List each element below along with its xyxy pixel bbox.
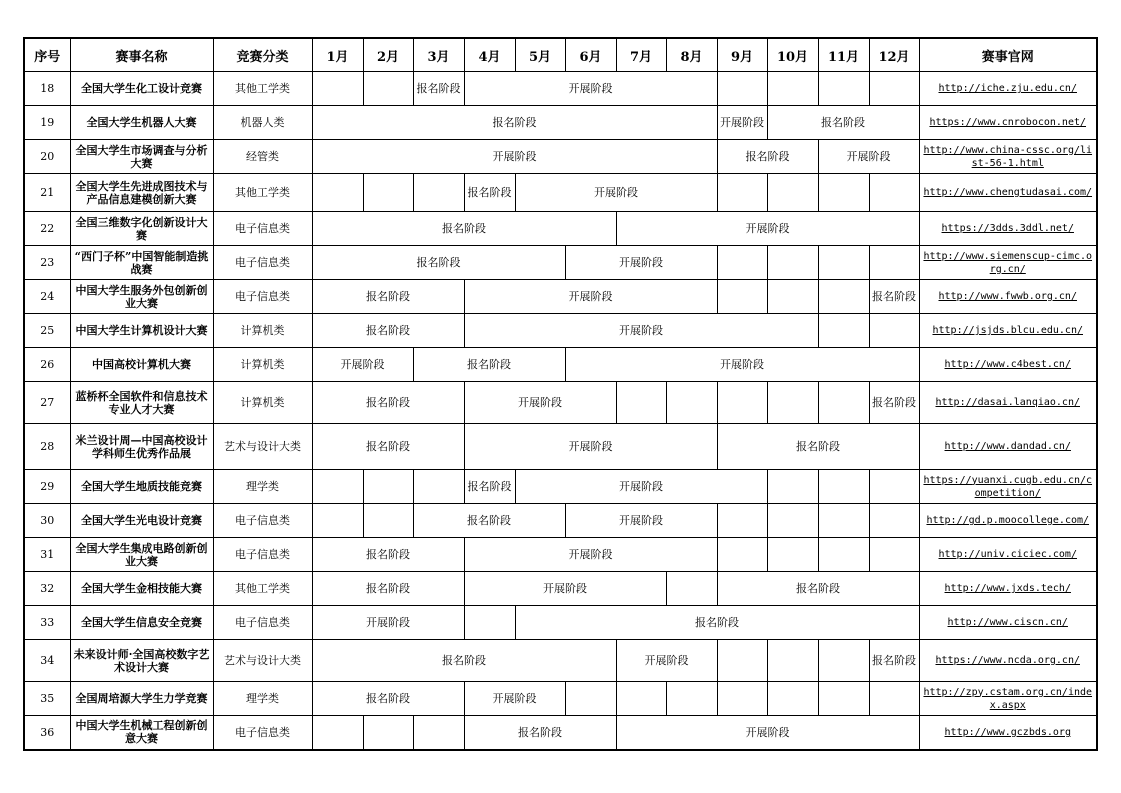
official-website-cell [919, 348, 1097, 382]
schedule-phase-cell: 报名阶段 [413, 72, 464, 106]
official-website-link[interactable]: http://www.siemenscup-cimc.org.cn/ [923, 250, 1093, 275]
schedule-phase-cell: 开展阶段 [312, 606, 464, 640]
official-website-cell [919, 174, 1097, 212]
empty-month-cell [818, 640, 869, 682]
competition-name: 全国大学生市场调查与分析大赛 [70, 140, 213, 174]
row-number: 18 [24, 72, 70, 106]
table-row [24, 246, 1097, 280]
competition-name: 蓝桥杯全国软件和信息技术专业人才大赛 [70, 382, 213, 424]
official-website-cell [919, 538, 1097, 572]
schedule-phase-cell: 报名阶段 [717, 424, 919, 470]
row-number: 36 [24, 716, 70, 750]
official-website-cell [919, 504, 1097, 538]
official-website-link[interactable]: https://3dds.3ddl.net/ [941, 223, 1074, 234]
empty-month-cell [717, 382, 767, 424]
row-number: 34 [24, 640, 70, 682]
empty-month-cell [413, 470, 464, 504]
column-header: 序号 [24, 38, 70, 72]
schedule-phase-cell: 开展阶段 [818, 140, 919, 174]
column-header: 9月 [717, 38, 767, 72]
schedule-phase-cell: 开展阶段 [515, 470, 767, 504]
row-number: 23 [24, 246, 70, 280]
schedule-phase-cell: 报名阶段 [717, 572, 919, 606]
schedule-phase-cell: 报名阶段 [464, 470, 515, 504]
schedule-phase-cell: 报名阶段 [413, 348, 565, 382]
empty-month-cell [363, 504, 413, 538]
official-website-link[interactable]: http://iche.zju.edu.cn/ [938, 83, 1077, 94]
official-website-link[interactable]: http://www.jxds.tech/ [944, 583, 1071, 594]
empty-month-cell [363, 72, 413, 106]
schedule-phase-cell: 报名阶段 [312, 682, 464, 716]
table-row [24, 212, 1097, 246]
empty-month-cell [717, 72, 767, 106]
empty-month-cell [717, 174, 767, 212]
competition-category: 电子信息类 [213, 606, 312, 640]
table-row [24, 280, 1097, 314]
competition-name: 全国三维数字化创新设计大赛 [70, 212, 213, 246]
schedule-phase-cell: 开展阶段 [616, 640, 717, 682]
official-website-link[interactable]: http://www.gczbds.org [944, 726, 1071, 738]
competition-name: 全国大学生金相技能大赛 [70, 572, 213, 606]
schedule-phase-cell: 报名阶段 [515, 606, 919, 640]
competition-name: 米兰设计周—中国高校设计学科师生优秀作品展 [70, 424, 213, 470]
empty-month-cell [818, 682, 869, 716]
official-website-cell [919, 106, 1097, 140]
empty-month-cell [767, 682, 818, 716]
table-row [24, 424, 1097, 470]
schedule-phase-cell: 报名阶段 [312, 424, 464, 470]
empty-month-cell [869, 72, 919, 106]
empty-month-cell [413, 174, 464, 212]
empty-month-cell [869, 470, 919, 504]
empty-month-cell [869, 314, 919, 348]
schedule-phase-cell: 报名阶段 [767, 106, 919, 140]
schedule-phase-cell: 开展阶段 [616, 212, 919, 246]
column-header: 赛事官网 [919, 38, 1097, 72]
competition-category: 电子信息类 [213, 504, 312, 538]
competition-schedule-table [23, 37, 1098, 751]
schedule-phase-cell: 开展阶段 [464, 314, 818, 348]
schedule-phase-cell: 报名阶段 [869, 280, 919, 314]
row-number: 29 [24, 470, 70, 504]
official-website-link[interactable]: http://jsjds.blcu.edu.cn/ [932, 325, 1083, 336]
official-website-link[interactable]: http://www.dandad.cn/ [944, 441, 1071, 452]
empty-month-cell [767, 504, 818, 538]
empty-month-cell [565, 682, 616, 716]
empty-month-cell [767, 538, 818, 572]
official-website-link[interactable]: http://www.chengtudasai.com/ [923, 187, 1093, 198]
competition-name: 全国大学生集成电路创新创业大赛 [70, 538, 213, 572]
column-header: 5月 [515, 38, 565, 72]
schedule-phase-cell: 报名阶段 [464, 174, 515, 212]
official-website-link[interactable]: http://univ.ciciec.com/ [938, 549, 1077, 560]
competition-category: 艺术与设计大类 [213, 640, 312, 682]
schedule-phase-cell: 开展阶段 [464, 538, 717, 572]
official-website-cell [919, 640, 1097, 682]
empty-month-cell [717, 504, 767, 538]
empty-month-cell [312, 72, 363, 106]
table-row [24, 106, 1097, 140]
official-website-link[interactable]: https://www.cnrobocon.net/ [929, 117, 1087, 128]
competition-category: 经管类 [213, 140, 312, 174]
schedule-phase-cell: 开展阶段 [312, 348, 413, 382]
schedule-phase-cell: 报名阶段 [312, 640, 616, 682]
schedule-phase-cell: 开展阶段 [464, 682, 565, 716]
column-header: 赛事名称 [70, 38, 213, 72]
empty-month-cell [818, 174, 869, 212]
empty-month-cell [312, 504, 363, 538]
table-row [24, 314, 1097, 348]
schedule-phase-cell: 开展阶段 [464, 424, 717, 470]
table-row [24, 572, 1097, 606]
row-number: 27 [24, 382, 70, 424]
official-website-link[interactable]: https://www.ncda.org.cn/ [935, 655, 1080, 666]
row-number: 21 [24, 174, 70, 212]
empty-month-cell [767, 280, 818, 314]
schedule-phase-cell: 报名阶段 [312, 246, 565, 280]
empty-month-cell [869, 504, 919, 538]
empty-month-cell [616, 682, 666, 716]
official-website-cell [919, 246, 1097, 280]
competition-name: 全国大学生化工设计竞赛 [70, 72, 213, 106]
column-header: 7月 [616, 38, 666, 72]
competition-name: 全国大学生地质技能竞赛 [70, 470, 213, 504]
competition-category: 计算机类 [213, 382, 312, 424]
official-website-link[interactable]: http://zpy.cstam.org.cn/index.aspx [923, 686, 1093, 711]
empty-month-cell [818, 504, 869, 538]
row-number: 26 [24, 348, 70, 382]
schedule-phase-cell: 报名阶段 [717, 140, 818, 174]
table-row [24, 140, 1097, 174]
row-number: 20 [24, 140, 70, 174]
empty-month-cell [312, 174, 363, 212]
empty-month-cell [616, 382, 666, 424]
competition-name: 中国高校计算机大赛 [70, 348, 213, 382]
empty-month-cell [767, 470, 818, 504]
row-number: 35 [24, 682, 70, 716]
competition-category: 理学类 [213, 682, 312, 716]
schedule-phase-cell: 开展阶段 [717, 106, 767, 140]
table-body [24, 72, 1097, 750]
empty-month-cell [767, 640, 818, 682]
row-number: 24 [24, 280, 70, 314]
official-website-link[interactable]: http://gd.p.moocollege.com/ [926, 515, 1090, 526]
schedule-phase-cell: 报名阶段 [312, 212, 616, 246]
empty-month-cell [767, 246, 818, 280]
schedule-phase-cell: 报名阶段 [869, 382, 919, 424]
column-header: 竞赛分类 [213, 38, 312, 72]
competition-name: 中国大学生服务外包创新创业大赛 [70, 280, 213, 314]
column-header: 3月 [413, 38, 464, 72]
empty-month-cell [869, 538, 919, 572]
competition-category: 其他工学类 [213, 572, 312, 606]
empty-month-cell [818, 280, 869, 314]
schedule-phase-cell: 开展阶段 [616, 716, 919, 750]
schedule-phase-cell: 报名阶段 [413, 504, 565, 538]
empty-month-cell [818, 382, 869, 424]
official-website-cell [919, 424, 1097, 470]
competition-name: 全国大学生先进成图技术与产品信息建模创新大赛 [70, 174, 213, 212]
empty-month-cell [464, 606, 515, 640]
empty-month-cell [312, 716, 363, 750]
schedule-phase-cell: 开展阶段 [565, 348, 919, 382]
empty-month-cell [818, 470, 869, 504]
schedule-phase-cell: 开展阶段 [565, 246, 717, 280]
official-website-link[interactable]: http://www.c4best.cn/ [944, 359, 1071, 370]
empty-month-cell [869, 682, 919, 716]
column-header: 6月 [565, 38, 616, 72]
schedule-phase-cell: 开展阶段 [464, 382, 616, 424]
official-website-link[interactable]: http://dasai.lanqiao.cn/ [935, 397, 1080, 408]
schedule-phase-cell: 开展阶段 [515, 174, 717, 212]
table-row [24, 538, 1097, 572]
official-website-link[interactable]: http://www.fwwb.org.cn/ [938, 291, 1077, 302]
empty-month-cell [413, 716, 464, 750]
table-row [24, 716, 1097, 750]
competition-category: 艺术与设计大类 [213, 424, 312, 470]
empty-month-cell [767, 72, 818, 106]
table-row [24, 174, 1097, 212]
schedule-phase-cell: 报名阶段 [312, 106, 717, 140]
official-website-cell [919, 716, 1097, 750]
table-row [24, 470, 1097, 504]
schedule-phase-cell: 报名阶段 [312, 572, 464, 606]
schedule-phase-cell: 开展阶段 [565, 504, 717, 538]
empty-month-cell [717, 246, 767, 280]
competition-name: 全国周培源大学生力学竞赛 [70, 682, 213, 716]
empty-month-cell [666, 572, 717, 606]
empty-month-cell [312, 470, 363, 504]
competition-category: 计算机类 [213, 314, 312, 348]
row-number: 31 [24, 538, 70, 572]
official-website-cell [919, 682, 1097, 716]
column-header: 1月 [312, 38, 363, 72]
competition-category: 其他工学类 [213, 72, 312, 106]
empty-month-cell [666, 382, 717, 424]
column-header: 11月 [818, 38, 869, 72]
competition-category: 电子信息类 [213, 212, 312, 246]
empty-month-cell [818, 314, 869, 348]
empty-month-cell [767, 382, 818, 424]
schedule-phase-cell: 开展阶段 [464, 72, 717, 106]
competition-name: 全国大学生光电设计竞赛 [70, 504, 213, 538]
competition-name: 中国大学生机械工程创新创意大赛 [70, 716, 213, 750]
table-row [24, 606, 1097, 640]
competition-category: 电子信息类 [213, 246, 312, 280]
row-number: 30 [24, 504, 70, 538]
competition-category: 电子信息类 [213, 280, 312, 314]
schedule-phase-cell: 报名阶段 [869, 640, 919, 682]
empty-month-cell [767, 174, 818, 212]
official-website-cell [919, 382, 1097, 424]
competition-category: 机器人类 [213, 106, 312, 140]
schedule-phase-cell: 开展阶段 [464, 572, 666, 606]
row-number: 28 [24, 424, 70, 470]
official-website-cell [919, 470, 1097, 504]
official-website-link[interactable]: https://yuanxi.cugb.edu.cn/competition/ [923, 474, 1093, 499]
official-website-cell [919, 280, 1097, 314]
competition-name: 全国大学生信息安全竞赛 [70, 606, 213, 640]
column-header: 8月 [666, 38, 717, 72]
empty-month-cell [363, 470, 413, 504]
schedule-phase-cell: 开展阶段 [312, 140, 717, 174]
schedule-phase-cell: 报名阶段 [312, 538, 464, 572]
competition-name: 未来设计师·全国高校数字艺术设计大赛 [70, 640, 213, 682]
competition-category: 计算机类 [213, 348, 312, 382]
row-number: 25 [24, 314, 70, 348]
official-website-link[interactable]: http://www.china-cssc.org/list-56-1.html [923, 144, 1093, 169]
official-website-cell [919, 606, 1097, 640]
table-row [24, 382, 1097, 424]
schedule-phase-cell: 报名阶段 [312, 382, 464, 424]
table-row [24, 640, 1097, 682]
table-row [24, 348, 1097, 382]
empty-month-cell [717, 280, 767, 314]
table-row [24, 682, 1097, 716]
official-website-cell [919, 72, 1097, 106]
row-number: 19 [24, 106, 70, 140]
competition-name: 全国大学生机器人大赛 [70, 106, 213, 140]
empty-month-cell [363, 174, 413, 212]
competition-category: 其他工学类 [213, 174, 312, 212]
empty-month-cell [717, 538, 767, 572]
schedule-phase-cell: 开展阶段 [464, 280, 717, 314]
official-website-cell [919, 140, 1097, 174]
empty-month-cell [818, 246, 869, 280]
empty-month-cell [363, 716, 413, 750]
competition-category: 理学类 [213, 470, 312, 504]
schedule-phase-cell: 报名阶段 [312, 314, 464, 348]
empty-month-cell [717, 640, 767, 682]
official-website-link[interactable]: http://www.ciscn.cn/ [947, 617, 1068, 628]
row-number: 33 [24, 606, 70, 640]
competition-name: “西门子杯”中国智能制造挑战赛 [70, 246, 213, 280]
row-number: 22 [24, 212, 70, 246]
official-website-cell [919, 212, 1097, 246]
table-header-row [24, 38, 1097, 72]
row-number: 32 [24, 572, 70, 606]
competition-category: 电子信息类 [213, 716, 312, 750]
competition-name: 中国大学生计算机设计大赛 [70, 314, 213, 348]
schedule-phase-cell: 报名阶段 [312, 280, 464, 314]
column-header: 10月 [767, 38, 818, 72]
table-row [24, 504, 1097, 538]
column-header: 2月 [363, 38, 413, 72]
empty-month-cell [869, 174, 919, 212]
table-row [24, 72, 1097, 106]
empty-month-cell [717, 682, 767, 716]
official-website-cell [919, 572, 1097, 606]
column-header: 12月 [869, 38, 919, 72]
empty-month-cell [818, 72, 869, 106]
empty-month-cell [666, 682, 717, 716]
column-header: 4月 [464, 38, 515, 72]
competition-category: 电子信息类 [213, 538, 312, 572]
schedule-phase-cell: 报名阶段 [464, 716, 616, 750]
empty-month-cell [869, 246, 919, 280]
official-website-cell [919, 314, 1097, 348]
empty-month-cell [818, 538, 869, 572]
